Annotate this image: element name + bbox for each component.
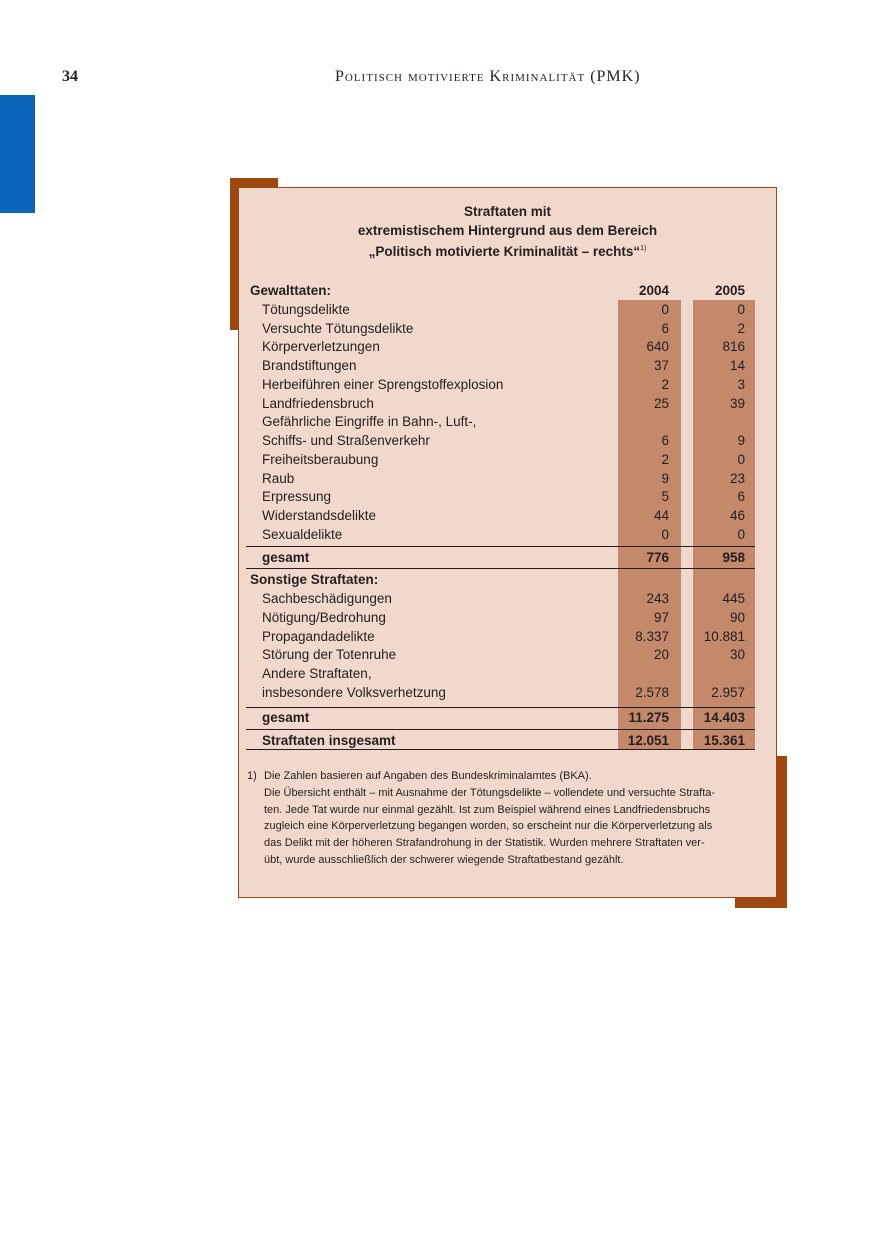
value-2005: 0 <box>737 452 745 467</box>
divider-rule <box>246 546 755 547</box>
value-2004: 5 <box>661 489 669 504</box>
value-2004: 25 <box>653 396 669 411</box>
value-2004: 0 <box>661 527 669 542</box>
footnote-line: das Delikt mit der höheren Strafandrohung in der Statistik. Wurden mehrere Straftaten ver- <box>264 837 705 850</box>
table-row <box>246 683 755 702</box>
row-label: Brandstiftungen <box>262 358 357 373</box>
row-label: Sexualdelikte <box>262 527 343 542</box>
table-row <box>246 664 755 683</box>
row-label: insbesondere Volksverhetzung <box>262 685 446 700</box>
table-row <box>246 394 755 413</box>
table-row <box>246 375 755 394</box>
table-row <box>246 300 755 319</box>
value-2005: 30 <box>729 647 745 662</box>
value-2005: 9 <box>737 433 745 448</box>
value-2005: 0 <box>737 302 745 317</box>
table-row <box>246 450 755 469</box>
table-row <box>246 589 755 608</box>
row-label: Landfriedensbruch <box>262 396 374 411</box>
title-line-3: „Politisch motivierte Kriminalität – rechts“ <box>368 244 641 259</box>
row-label: gesamt <box>262 710 310 725</box>
row-label: Raub <box>262 471 295 486</box>
value-2004: 9 <box>661 471 669 486</box>
value-2005: 2.957 <box>711 685 745 700</box>
footnote-line: Die Übersicht enthält – mit Ausnahme der Tötungsdelikte – vollendete und versuchte Strafta- <box>264 786 716 799</box>
divider-rule <box>246 749 755 750</box>
divider-rule <box>246 568 755 569</box>
value-2005: 958 <box>722 550 745 565</box>
table-row <box>246 627 755 646</box>
value-2004: 2 <box>661 452 669 467</box>
row-label: Versuchte Tötungsdelikte <box>262 321 414 336</box>
frame-corner-right <box>777 756 787 908</box>
value-2004: 6 <box>661 433 669 448</box>
value-2005: 2 <box>737 321 745 336</box>
column-header-2005: 2005 <box>714 283 745 298</box>
row-label: Freiheitsberaubung <box>262 452 379 467</box>
value-2004: 2 <box>661 377 669 392</box>
value-2005: 46 <box>729 508 745 523</box>
value-2005: 90 <box>729 610 745 625</box>
running-head: Politisch motivierte Kriminalität (PMK) <box>335 68 641 85</box>
value-2004: 12.051 <box>627 733 669 748</box>
row-label: Tötungsdelikte <box>262 302 350 317</box>
row-label: Gefährliche Eingriffe in Bahn-, Luft-, <box>262 414 477 429</box>
value-2005: 23 <box>729 471 745 486</box>
section-label: Sonstige Straftaten: <box>250 572 379 587</box>
row-label: gesamt <box>262 550 310 565</box>
table-row <box>246 645 755 664</box>
row-label: Widerstandsdelikte <box>262 508 377 523</box>
table-row <box>246 506 755 525</box>
row-label: Propagandadelikte <box>262 629 375 644</box>
value-2004: 8.337 <box>635 629 669 644</box>
table-row <box>246 319 755 338</box>
value-2004: 776 <box>646 550 669 565</box>
footnote-line: übt, wurde ausschließlich der schwerer wiegende Straftatbestand gezählt. <box>264 853 624 866</box>
table-row <box>246 608 755 627</box>
grand-total-row <box>246 731 755 750</box>
column-header-2004: 2004 <box>638 283 669 298</box>
value-2004: 97 <box>653 610 669 625</box>
value-2004: 44 <box>653 508 669 523</box>
page-number: 34 <box>62 68 78 85</box>
value-2004: 2.578 <box>635 685 669 700</box>
table-title <box>238 203 777 262</box>
row-label: Körperverletzungen <box>262 339 380 354</box>
row-label: Schiffs- und Straßenverkehr <box>262 433 430 448</box>
title-line-2: extremistischem Hintergrund aus dem Bereich <box>357 222 658 238</box>
value-2005: 10.881 <box>703 629 745 644</box>
row-label: Erpressung <box>262 489 332 504</box>
value-2004: 20 <box>653 647 669 662</box>
row-label: Störung der Totenruhe <box>262 647 397 662</box>
section-label: Gewalttaten: <box>250 283 332 298</box>
table-row <box>246 337 755 356</box>
table-row <box>246 469 755 488</box>
value-2005: 816 <box>722 339 745 354</box>
value-2004: 11.275 <box>628 710 669 725</box>
subtotal-row-gewalttaten <box>246 548 755 567</box>
section-header-gewalttaten <box>246 281 755 300</box>
row-label: Herbeiführen einer Sprengstoffexplosion <box>262 377 504 392</box>
table-row <box>246 356 755 375</box>
footnote-line: ten. Jede Tat wurde nur einmal gezählt. Ist zum Beispiel während eines Landfriedensbruchs <box>264 803 711 816</box>
value-2004: 243 <box>646 591 669 606</box>
table-row <box>246 487 755 506</box>
value-2005: 0 <box>737 527 745 542</box>
value-2004: 6 <box>661 321 669 336</box>
footnote-line: Die Zahlen basieren auf Angaben des Bundeskriminalamtes (BKA). <box>264 770 592 782</box>
table-row <box>246 431 755 450</box>
value-2005: 39 <box>729 396 745 411</box>
value-2005: 445 <box>722 591 745 606</box>
row-label: Straftaten insgesamt <box>262 733 396 748</box>
value-2004: 0 <box>661 302 669 317</box>
value-2004: 37 <box>653 358 669 373</box>
title-footnote-ref: 1) <box>640 245 647 252</box>
value-2004: 640 <box>646 339 669 354</box>
chapter-side-tab <box>0 95 35 213</box>
row-label: Andere Straftaten, <box>262 666 372 681</box>
row-label: Sachbeschädigungen <box>262 591 392 606</box>
footnote <box>247 768 761 869</box>
table-row <box>246 412 755 431</box>
divider-rule <box>246 729 755 730</box>
title-line-1: Straftaten mit <box>463 204 551 219</box>
row-label: Nötigung/Bedrohung <box>262 610 386 625</box>
value-2005: 14.403 <box>703 710 745 725</box>
value-2005: 14 <box>729 358 745 373</box>
value-2005: 15.361 <box>703 733 745 748</box>
footnote-mark: 1) <box>247 770 257 782</box>
frame-corner-bottom <box>735 897 787 908</box>
value-2005: 3 <box>737 377 745 392</box>
subtotal-row-sonstige <box>246 708 755 727</box>
section-header-sonstige <box>246 570 755 589</box>
value-2005: 6 <box>737 489 745 504</box>
table-row <box>246 525 755 544</box>
footnote-line: zugleich eine Körperverletzung begangen worden, so erscheint nur die Körperverletzung als <box>264 820 713 833</box>
